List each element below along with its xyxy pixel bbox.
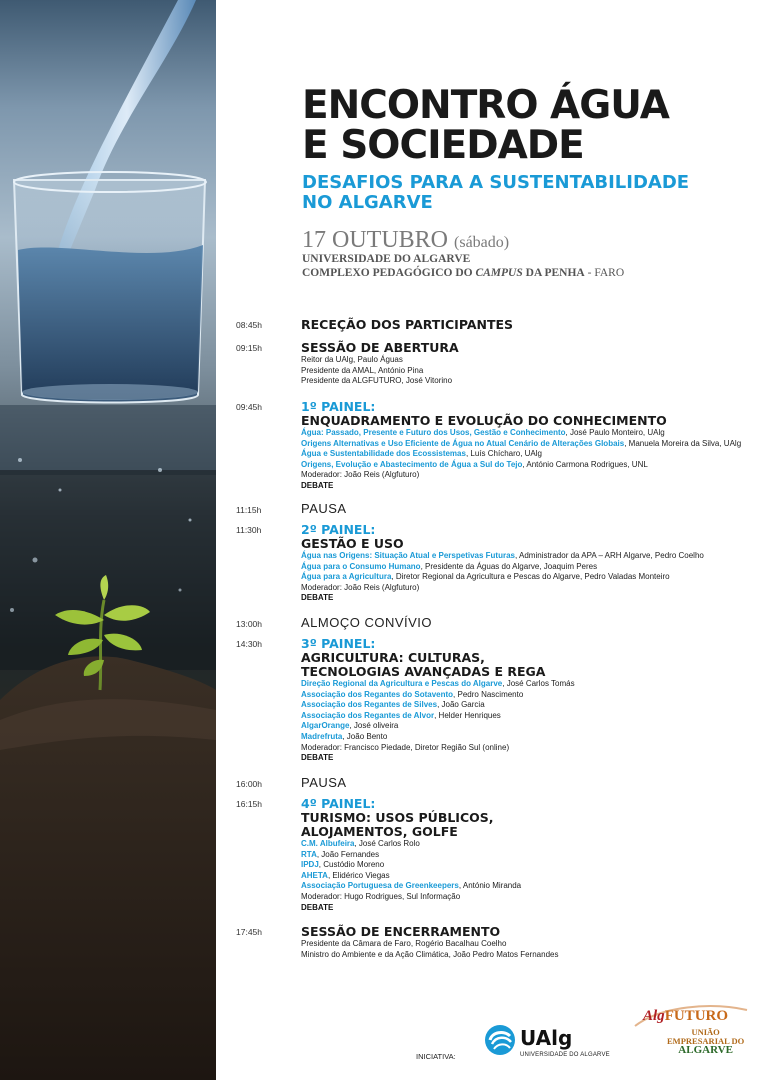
talk-speaker: , Elidérico Viegas <box>327 870 390 880</box>
panel-title-line-1: TURISMO: USOS PÚBLICOS, <box>301 810 494 825</box>
agenda-time: 08:45h <box>236 320 262 330</box>
footer <box>216 1000 764 1080</box>
debate-label: DEBATE <box>301 902 334 912</box>
agenda-block <box>301 615 761 630</box>
talk-line <box>301 428 761 439</box>
talk-speaker: , José Paulo Monteiro, UAlg <box>565 428 665 437</box>
cover-photo <box>0 0 216 1080</box>
algfuturo-alg: Alg <box>643 1008 665 1024</box>
venue-line-1: UNIVERSIDADE DO ALGARVE <box>302 253 471 265</box>
ualg-logo <box>484 1024 614 1066</box>
agenda-title: PAUSA <box>301 501 347 516</box>
talk-speaker: , Luís Chícharo, UAlg <box>465 449 542 459</box>
talk-topic: AlgarOrange <box>301 721 350 731</box>
talk-line <box>301 439 761 450</box>
talk-topic: Associação dos Regantes de Alvor <box>301 710 435 720</box>
agenda-block <box>301 637 761 764</box>
agenda-time: 11:30h <box>236 525 262 535</box>
ualg-logo-text: UAlg <box>520 1026 573 1050</box>
panel-label: 1º PAINEL: <box>301 399 376 414</box>
agenda-block <box>301 341 761 387</box>
talk-topic: Água nas Origens: Situação Atual e Perspetivas Futuras <box>301 551 515 560</box>
panel-title: GESTÃO E USO <box>301 536 404 551</box>
talk-line <box>301 711 761 722</box>
talk-line <box>301 850 761 861</box>
talk-line <box>301 839 761 850</box>
agenda-time: 09:45h <box>236 402 262 412</box>
speaker-line: Presidente da AMAL, António Pina <box>301 365 424 375</box>
talk-line <box>301 881 761 892</box>
subtitle-line-2: NO ALGARVE <box>302 192 433 213</box>
talk-speaker: , Helder Henriques <box>434 710 501 720</box>
event-venue <box>302 252 624 280</box>
talk-line <box>301 860 761 871</box>
panel-label: 3º PAINEL: <box>301 636 376 651</box>
ualg-logo-subtitle: UNIVERSIDADE DO ALGARVE <box>520 1052 610 1058</box>
talk-line <box>301 700 761 711</box>
talk-line <box>301 679 761 690</box>
agenda-time: 13:00h <box>236 619 262 629</box>
subtitle-line-1: DESAFIOS PARA A SUSTENTABILIDADE <box>302 172 690 193</box>
event-subtitle <box>302 173 742 213</box>
agenda-title: PAUSA <box>301 775 347 790</box>
panel-title-line-2: ALOJAMENTOS, GOLFE <box>301 824 458 839</box>
talk-line <box>301 449 761 460</box>
talk-speaker: , António Miranda <box>458 881 522 891</box>
ualg-emblem-icon <box>484 1024 516 1056</box>
talk-line <box>301 690 761 701</box>
talk-topic: Água: Passado, Presente e Futuro dos Usos, Gestão e Conhecimento <box>301 428 566 437</box>
agenda-time: 11:15h <box>236 505 262 515</box>
agenda-title: ALMOÇO CONVÍVIO <box>301 615 433 630</box>
talk-line <box>301 460 761 471</box>
title-line-2: E SOCIEDADE <box>302 123 584 168</box>
talk-speaker: , José Carlos Tomás <box>502 679 575 688</box>
venue-line-2b: DA PENHA <box>522 267 585 279</box>
agenda-block <box>301 925 761 960</box>
agenda-block <box>301 400 761 492</box>
talk-line <box>301 732 761 743</box>
agenda-title: SESSÃO DE ABERTURA <box>301 340 459 355</box>
talk-speaker: , José Carlos Rolo <box>354 839 420 848</box>
event-date-main: 17 OUTUBRO <box>302 227 449 253</box>
agenda-title: RECEÇÃO DOS PARTICIPANTES <box>301 317 514 332</box>
agenda-block <box>301 501 761 516</box>
venue-line-2 <box>302 266 624 280</box>
moderator-line: Moderador: Hugo Rodrigues, Sul Informação <box>301 891 461 901</box>
talk-topic: RTA <box>301 849 317 859</box>
talk-topic: C.M. Albufeira <box>301 839 355 848</box>
speaker-line: Presidente da Câmara de Faro, Rogério Bacalhau Coelho <box>301 939 507 948</box>
talk-speaker: , João Bento <box>342 731 388 741</box>
talk-speaker: , Manuela Moreira da Silva, UAlg <box>624 438 742 448</box>
program-content <box>216 0 764 1080</box>
event-date-day: (sábado) <box>454 234 510 251</box>
talk-speaker: , José oliveira <box>349 721 399 731</box>
talk-speaker: , Administrador da APA – ARH Algarve, Pedro Coelho <box>515 551 704 560</box>
talk-line <box>301 871 761 882</box>
panel-title: ENQUADRAMENTO E EVOLUÇÃO DO CONHECIMENTO <box>301 413 667 428</box>
agenda-block <box>301 775 761 790</box>
title-line-1: ENCONTRO ÁGUA <box>302 83 669 128</box>
talk-topic: Água para a Agricultura <box>301 572 392 582</box>
event-date <box>302 227 509 254</box>
talk-speaker: , Diretor Regional da Agricultura e Pescas do Algarve, Pedro Valadas Monteiro <box>391 572 670 582</box>
water-glass-seedling-illustration <box>0 0 216 1080</box>
agenda-title: SESSÃO DE ENCERRAMENTO <box>301 924 501 939</box>
moderator-line: Moderador: Francisco Piedade, Diretor Região Sul (online) <box>301 742 510 752</box>
debate-label: DEBATE <box>301 753 334 763</box>
algfuturo-sub-2: EMPRESARIAL DO <box>667 1036 745 1046</box>
venue-campus: CAMPUS <box>475 267 523 279</box>
moderator-line: Moderador: João Reis (Algfuturo) <box>301 470 420 480</box>
talk-topic: Origens Alternativas e Uso Eficiente de Água no Atual Cenário de Alterações Globais <box>301 438 625 448</box>
algfuturo-sub-1: UNIÃO <box>691 1027 720 1037</box>
agenda-block <box>301 318 761 332</box>
venue-city: - FARO <box>584 267 625 279</box>
debate-label: DEBATE <box>301 593 334 603</box>
talk-topic: Água para o Consumo Humano <box>301 561 421 571</box>
iniciativa-label: INICIATIVA: <box>416 1052 456 1061</box>
talk-speaker: , Pedro Nascimento <box>453 689 524 699</box>
algfuturo-sub-3: ALGARVE <box>678 1044 733 1056</box>
agenda-block <box>301 523 761 604</box>
talk-line <box>301 551 761 562</box>
agenda-time: 16:00h <box>236 779 262 789</box>
talk-topic: Associação dos Regantes do Sotavento <box>301 689 454 699</box>
agenda-time: 09:15h <box>236 343 262 353</box>
event-title <box>302 83 762 168</box>
talk-speaker: , António Carmona Rodrigues, UNL <box>522 459 648 469</box>
speaker-line: Presidente da ALGFUTURO, José Vitorino <box>301 376 453 386</box>
venue-line-2a: COMPLEXO PEDAGÓGICO DO <box>302 267 476 279</box>
talk-line <box>301 721 761 732</box>
agenda-time: 17:45h <box>236 927 262 937</box>
agenda-block <box>301 797 761 913</box>
talk-topic: Água e Sustentabilidade dos Ecossistemas <box>301 449 466 459</box>
algfuturo-futuro: FUTURO <box>664 1008 729 1024</box>
talk-topic: Madrefruta <box>301 731 343 741</box>
algfuturo-logo-text <box>643 1008 728 1025</box>
talk-topic: IPDJ <box>301 860 319 870</box>
agenda-time: 14:30h <box>236 639 262 649</box>
talk-topic: AHETA <box>301 870 328 880</box>
panel-label: 4º PAINEL: <box>301 796 376 811</box>
moderator-line: Moderador: João Reis (Algfuturo) <box>301 582 420 592</box>
talk-topic: Direção Regional da Agricultura e Pescas do Algarve <box>301 679 503 688</box>
algfuturo-logo-subtitle <box>667 1028 744 1055</box>
agenda-time: 16:15h <box>236 799 262 809</box>
talk-speaker: , Presidente da Águas do Algarve, Joaquim Peres <box>420 561 598 571</box>
speaker-line: Ministro do Ambiente e da Ação Climática, João Pedro Matos Fernandes <box>301 949 559 959</box>
talk-speaker: , João Fernandes <box>316 849 380 859</box>
panel-title-line-1: AGRICULTURA: CULTURAS, <box>301 650 485 665</box>
panel-title-line-2: TECNOLOGIAS AVANÇADAS E REGA <box>301 664 546 679</box>
talk-topic: Associação dos Regantes de Silves <box>301 700 438 710</box>
talk-topic: Origens, Evolução e Abastecimento de Água a Sul do Tejo <box>301 459 523 469</box>
talk-speaker: , João Garcia <box>437 700 485 710</box>
algfuturo-logo <box>631 1000 751 1062</box>
talk-line <box>301 562 761 573</box>
talk-line <box>301 572 761 583</box>
panel-label: 2º PAINEL: <box>301 522 376 537</box>
talk-speaker: , Custódio Moreno <box>318 860 385 870</box>
debate-label: DEBATE <box>301 480 334 490</box>
speaker-line: Reitor da UAlg, Paulo Águas <box>301 355 403 364</box>
talk-topic: Associação Portuguesa de Greenkeepers <box>301 881 459 891</box>
